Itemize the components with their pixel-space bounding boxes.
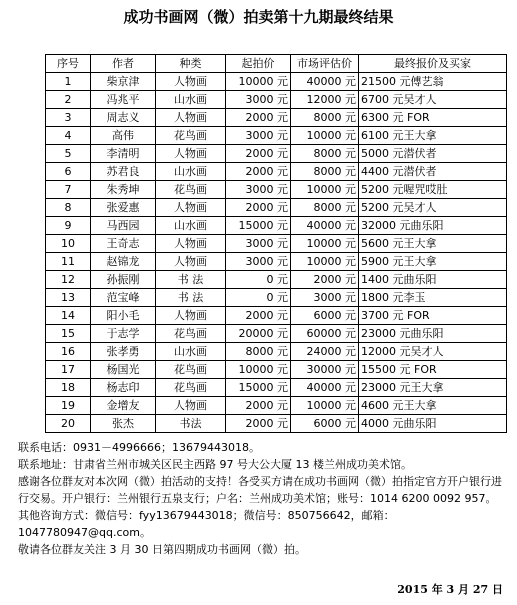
row-author: 范宝峰 — [91, 289, 156, 307]
row-start-price: 20000 元 — [226, 325, 291, 343]
row-author: 冯兆平 — [91, 91, 156, 109]
row-final-bid: 4600 元王大拿 — [359, 397, 507, 415]
row-final-bid: 5900 元王大拿 — [359, 253, 507, 271]
row-author: 阳小毛 — [91, 307, 156, 325]
row-start-price: 2000 元 — [226, 109, 291, 127]
row-start-price: 3000 元 — [226, 91, 291, 109]
row-final-bid: 6300 元 FOR — [359, 109, 507, 127]
contact-methods: 其他咨询方式：微信号：fyy13679443018；微信号：850756642，邮箱：1047780947@qq.com。 — [18, 509, 395, 539]
table-row — [46, 379, 507, 397]
row-author: 张爱惠 — [91, 199, 156, 217]
row-market-value: 12000 元 — [291, 91, 359, 109]
row-final-bid: 6700 元吴才人 — [359, 91, 507, 109]
footer-info — [18, 439, 508, 558]
row-index: 4 — [46, 127, 91, 145]
row-index: 19 — [46, 397, 91, 415]
row-market-value: 8000 元 — [291, 145, 359, 163]
row-author: 张孝勇 — [91, 343, 156, 361]
table-row — [46, 253, 507, 271]
row-index: 13 — [46, 289, 91, 307]
row-category: 花鸟画 — [156, 325, 226, 343]
table-row — [46, 343, 507, 361]
row-start-price: 3000 元 — [226, 127, 291, 145]
table-row — [46, 361, 507, 379]
table-row — [46, 271, 507, 289]
row-final-bid: 6100 元王大拿 — [359, 127, 507, 145]
row-final-bid: 23000 元曲乐阳 — [359, 325, 507, 343]
row-market-value: 10000 元 — [291, 235, 359, 253]
row-category: 山水画 — [156, 217, 226, 235]
row-market-value: 8000 元 — [291, 199, 359, 217]
row-start-price: 15000 元 — [226, 217, 291, 235]
row-start-price: 3000 元 — [226, 181, 291, 199]
issue-date: 2015 年 3 月 27 日 — [397, 583, 503, 596]
contact-phone: 联系电话：0931－4996666；13679443018。 — [18, 441, 260, 454]
header-author: 作者 — [91, 55, 156, 73]
row-index: 1 — [46, 73, 91, 91]
row-final-bid: 15500 元 FOR — [359, 361, 507, 379]
table-header-row — [46, 55, 507, 73]
row-start-price: 2000 元 — [226, 307, 291, 325]
row-final-bid: 1400 元曲乐阳 — [359, 271, 507, 289]
row-market-value: 40000 元 — [291, 73, 359, 91]
row-category: 人物画 — [156, 145, 226, 163]
row-category: 山水画 — [156, 343, 226, 361]
header-final-bid: 最终报价及买家 — [359, 55, 507, 73]
row-market-value: 8000 元 — [291, 163, 359, 181]
row-index: 6 — [46, 163, 91, 181]
row-author: 杨志印 — [91, 379, 156, 397]
row-author: 杨国光 — [91, 361, 156, 379]
row-start-price: 2000 元 — [226, 163, 291, 181]
row-category: 花鸟画 — [156, 127, 226, 145]
row-author: 马西园 — [91, 217, 156, 235]
row-category: 书 法 — [156, 271, 226, 289]
row-index: 17 — [46, 361, 91, 379]
row-market-value: 6000 元 — [291, 307, 359, 325]
row-market-value: 10000 元 — [291, 127, 359, 145]
thanks-note: 感谢各位群友对本次网（微）拍活动的支持！各受买方请在成功书画网（微）拍指定官方开户银行进行交易。开户银行：兰州银行五泉支行；户名：兰州成功美术馆；账号：1014 6200 0092 957。 — [18, 475, 502, 505]
table-row — [46, 73, 507, 91]
row-category: 人物画 — [156, 235, 226, 253]
row-final-bid: 5200 元吴才人 — [359, 199, 507, 217]
row-start-price: 0 元 — [226, 271, 291, 289]
table-row — [46, 235, 507, 253]
row-author: 李清明 — [91, 145, 156, 163]
row-market-value: 40000 元 — [291, 379, 359, 397]
row-final-bid: 3700 元 FOR — [359, 307, 507, 325]
row-index: 15 — [46, 325, 91, 343]
row-final-bid: 1800 元李玉 — [359, 289, 507, 307]
header-category: 种类 — [156, 55, 226, 73]
row-market-value: 8000 元 — [291, 109, 359, 127]
row-index: 14 — [46, 307, 91, 325]
row-start-price: 2000 元 — [226, 199, 291, 217]
row-category: 山水画 — [156, 163, 226, 181]
table-row — [46, 163, 507, 181]
row-author: 周志义 — [91, 109, 156, 127]
row-start-price: 2000 元 — [226, 145, 291, 163]
row-category: 人物画 — [156, 199, 226, 217]
row-category: 书法 — [156, 415, 226, 433]
row-start-price: 3000 元 — [226, 235, 291, 253]
row-author: 于志学 — [91, 325, 156, 343]
row-index: 18 — [46, 379, 91, 397]
table-row — [46, 199, 507, 217]
row-start-price: 10000 元 — [226, 361, 291, 379]
table-row — [46, 145, 507, 163]
row-index: 5 — [46, 145, 91, 163]
row-market-value: 24000 元 — [291, 343, 359, 361]
table-row — [46, 289, 507, 307]
table-row — [46, 397, 507, 415]
row-category: 人物画 — [156, 253, 226, 271]
row-final-bid: 12000 元吴才人 — [359, 343, 507, 361]
row-market-value: 40000 元 — [291, 217, 359, 235]
row-author: 赵锦龙 — [91, 253, 156, 271]
row-author: 孙振刚 — [91, 271, 156, 289]
row-market-value: 6000 元 — [291, 415, 359, 433]
row-start-price: 0 元 — [226, 289, 291, 307]
contact-address: 联系地址：甘肃省兰州市城关区民主西路 97 号大公大厦 13 楼兰州成功美术馆。 — [18, 458, 412, 471]
row-index: 16 — [46, 343, 91, 361]
header-index: 序号 — [46, 55, 91, 73]
row-market-value: 10000 元 — [291, 397, 359, 415]
row-index: 7 — [46, 181, 91, 199]
row-category: 书 法 — [156, 289, 226, 307]
row-final-bid: 5000 元潜伏者 — [359, 145, 507, 163]
table-row — [46, 91, 507, 109]
row-market-value: 3000 元 — [291, 289, 359, 307]
row-category: 花鸟画 — [156, 379, 226, 397]
row-final-bid: 5200 元喔咒哎肚 — [359, 181, 507, 199]
row-category: 人物画 — [156, 307, 226, 325]
row-start-price: 15000 元 — [226, 379, 291, 397]
row-start-price: 2000 元 — [226, 415, 291, 433]
row-author: 苏君良 — [91, 163, 156, 181]
row-final-bid: 4400 元潜伏者 — [359, 163, 507, 181]
row-final-bid: 32000 元曲乐阳 — [359, 217, 507, 235]
page-title: 成功书画网（微）拍卖第十九期最终结果 — [123, 8, 394, 26]
row-index: 2 — [46, 91, 91, 109]
header-market-value: 市场评估价 — [291, 55, 359, 73]
row-author: 高伟 — [91, 127, 156, 145]
row-category: 人物画 — [156, 109, 226, 127]
row-index: 10 — [46, 235, 91, 253]
row-final-bid: 5600 元王大拿 — [359, 235, 507, 253]
row-index: 8 — [46, 199, 91, 217]
row-final-bid: 4000 元曲乐阳 — [359, 415, 507, 433]
row-market-value: 10000 元 — [291, 181, 359, 199]
row-index: 9 — [46, 217, 91, 235]
header-start-price: 起拍价 — [226, 55, 291, 73]
table-row — [46, 325, 507, 343]
row-start-price: 2000 元 — [226, 397, 291, 415]
row-start-price: 10000 元 — [226, 73, 291, 91]
row-market-value: 60000 元 — [291, 325, 359, 343]
table-body — [46, 73, 507, 433]
results-table — [45, 54, 507, 433]
row-category: 人物画 — [156, 397, 226, 415]
row-final-bid: 21500 元傅艺翁 — [359, 73, 507, 91]
row-market-value: 10000 元 — [291, 253, 359, 271]
row-category: 人物画 — [156, 73, 226, 91]
row-category: 山水画 — [156, 91, 226, 109]
row-index: 12 — [46, 271, 91, 289]
row-author: 金增友 — [91, 397, 156, 415]
row-category: 花鸟画 — [156, 181, 226, 199]
table-row — [46, 415, 507, 433]
row-market-value: 30000 元 — [291, 361, 359, 379]
table-row — [46, 127, 507, 145]
row-category: 花鸟画 — [156, 361, 226, 379]
table-row — [46, 217, 507, 235]
row-author: 柴京津 — [91, 73, 156, 91]
row-final-bid: 23000 元王大拿 — [359, 379, 507, 397]
row-market-value: 2000 元 — [291, 271, 359, 289]
row-author: 王奇志 — [91, 235, 156, 253]
row-index: 3 — [46, 109, 91, 127]
row-author: 朱秀坤 — [91, 181, 156, 199]
row-start-price: 8000 元 — [226, 343, 291, 361]
table-row — [46, 181, 507, 199]
row-start-price: 3000 元 — [226, 253, 291, 271]
next-auction-notice: 敬请各位群友关注 3 月 30 日第四期成功书画网（微）拍。 — [18, 543, 306, 556]
row-index: 20 — [46, 415, 91, 433]
table-row — [46, 307, 507, 325]
table-row — [46, 109, 507, 127]
row-index: 11 — [46, 253, 91, 271]
row-author: 张杰 — [91, 415, 156, 433]
